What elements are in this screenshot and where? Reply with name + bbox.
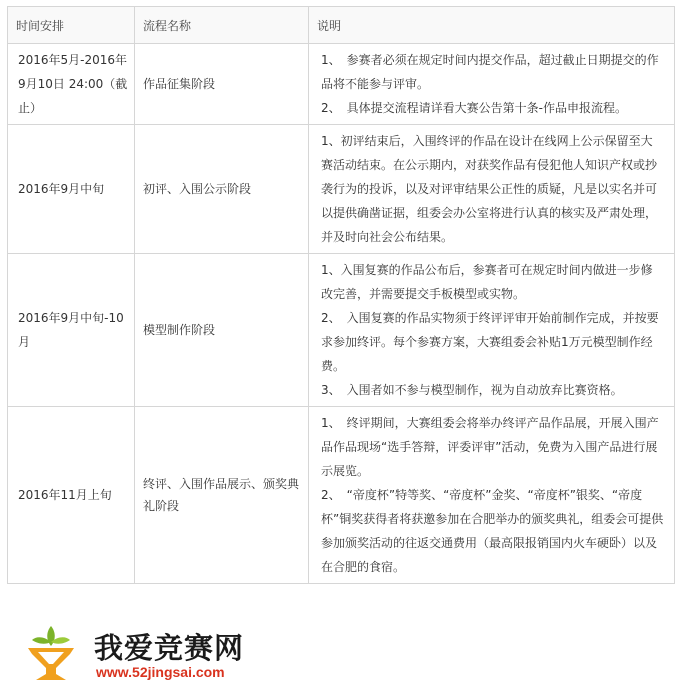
watermark-title: 我爱竞赛网 bbox=[94, 631, 245, 665]
time-cell: 2016年9月中旬 bbox=[8, 125, 135, 254]
description-item: 3、 入围者如不参与模型制作，视为自动放弃比赛资格。 bbox=[321, 383, 623, 397]
time-cell: 2016年5月-2016年9月10日 24:00（截止） bbox=[8, 44, 135, 125]
description-cell bbox=[309, 407, 675, 584]
schedule-table bbox=[7, 6, 675, 584]
watermark-url: www.52jingsai.com bbox=[96, 664, 225, 680]
stage-cell: 模型制作阶段 bbox=[135, 254, 309, 407]
table-header-row bbox=[8, 7, 675, 44]
description-item: 2、 具体提交流程请详看大赛公告第十条-作品申报流程。 bbox=[321, 101, 627, 115]
site-watermark bbox=[20, 620, 260, 686]
stage-cell: 终评、入围作品展示、颁奖典礼阶段 bbox=[135, 407, 309, 584]
stage-cell: 初评、入围公示阶段 bbox=[135, 125, 309, 254]
description-item: 2、 “帝度杯”特等奖、“帝度杯”金奖、“帝度杯”银奖、“帝度杯”铜奖获得者将获邀参加在合肥举办的颁奖典礼，组委会可提供参加颁奖活动的往返交通费用（最高限报销国内火车硬卧）以及在合肥的食宿。 bbox=[321, 488, 664, 574]
description-item: 2、 入围复赛的作品实物须于终评评审开始前制作完成，并按要求参加终评。每个参赛方案，大赛组委会补贴1万元模型制作经费。 bbox=[321, 311, 659, 373]
header-time: 时间安排 bbox=[8, 7, 135, 44]
header-description: 说明 bbox=[309, 7, 675, 44]
table-row bbox=[8, 254, 675, 407]
time-cell: 2016年11月上旬 bbox=[8, 407, 135, 584]
header-stage: 流程名称 bbox=[135, 7, 309, 44]
description-cell bbox=[309, 44, 675, 125]
trophy-logo-icon bbox=[20, 620, 82, 686]
description-cell bbox=[309, 254, 675, 407]
description-item: 1、入围复赛的作品公布后，参赛者可在规定时间内做进一步修改完善，并需要提交手板模型或实物。 bbox=[321, 263, 653, 301]
table-row bbox=[8, 407, 675, 584]
description-item: 1、初评结束后，入围终评的作品在设计在线网上公示保留至大赛活动结束。在公示期内，对获奖作品有侵犯他人知识产权或抄袭行为的投诉，以及对评审结果公正性的质疑，凡是以实名并可以提供确凿证据，组委会办公室将进行认真的核实及严肃处理，并及时向社会公布结果。 bbox=[321, 134, 658, 244]
description-item: 1、 参赛者必须在规定时间内提交作品，超过截止日期提交的作品将不能参与评审。 bbox=[321, 53, 659, 91]
table-row bbox=[8, 44, 675, 125]
description-item: 1、 终评期间，大赛组委会将举办终评产品作品展，开展入围产品作品现场“选手答辩，评委评审”活动，免费为入围产品进行展示展览。 bbox=[321, 416, 659, 478]
time-cell: 2016年9月中旬-10月 bbox=[8, 254, 135, 407]
description-cell bbox=[309, 125, 675, 254]
table-row bbox=[8, 125, 675, 254]
stage-cell: 作品征集阶段 bbox=[135, 44, 309, 125]
